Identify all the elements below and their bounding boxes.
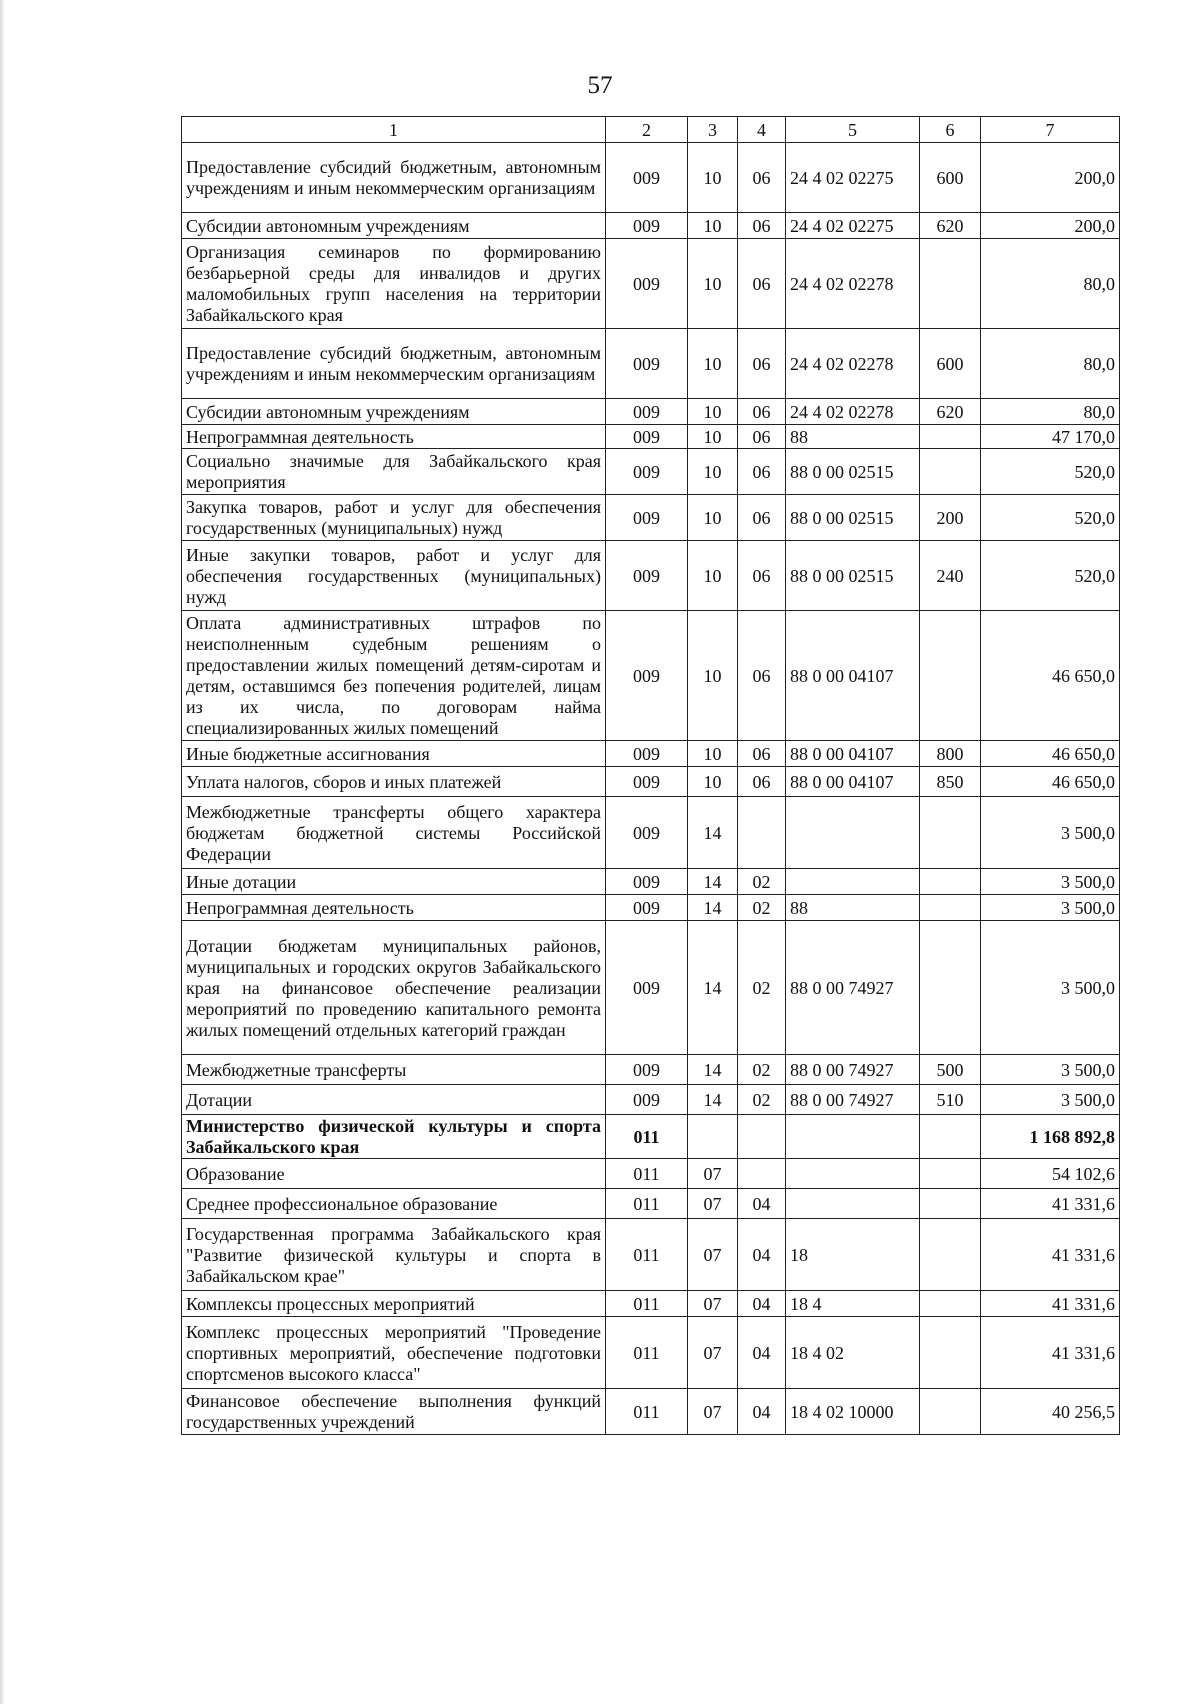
header-col-6: 6 [920,117,981,143]
row-ministry-code: 011 [606,1317,688,1389]
row-subsection [738,1115,786,1159]
row-amount: 3 500,0 [981,895,1120,921]
budget-table [181,116,1120,1435]
row-expense-type: 850 [920,767,981,797]
row-name: Предоставление субсидий бюджетным, автономным учреждениям и иным некоммерческим организациям [182,329,606,399]
row-ministry-code: 009 [606,425,688,449]
row-subsection: 06 [738,449,786,495]
row-target-code: 24 4 02 02275 [786,143,920,213]
row-section: 10 [688,143,738,213]
row-target-code: 88 [786,895,920,921]
table-row [182,797,1120,869]
row-name: Непрограммная деятельность [182,895,606,921]
row-subsection [738,797,786,869]
row-name: Субсидии автономным учреждениям [182,213,606,239]
row-section: 10 [688,741,738,767]
row-name: Комплексы процессных мероприятий [182,1291,606,1317]
row-amount: 41 331,6 [981,1189,1120,1219]
table-row [182,329,1120,399]
table-row [182,399,1120,425]
row-name: Образование [182,1159,606,1189]
row-subsection: 02 [738,895,786,921]
row-target-code [786,1189,920,1219]
row-subsection: 02 [738,869,786,895]
row-expense-type: 500 [920,1055,981,1085]
row-amount: 1 168 892,8 [981,1115,1120,1159]
row-section: 10 [688,767,738,797]
row-expense-type: 600 [920,143,981,213]
row-expense-type [920,611,981,741]
table-row [182,1115,1120,1159]
row-name: Межбюджетные трансферты общего характера бюджетам бюджетной системы Российской Федерации [182,797,606,869]
row-name: Дотации бюджетам муниципальных районов, муниципальных и городских округов Забайкальского края на финансовое обеспечение реализации мероприятий по проведению капитального ремонта жилых помещений отдельных категорий граждан [182,921,606,1055]
row-subsection: 04 [738,1389,786,1435]
row-subsection: 04 [738,1317,786,1389]
row-expense-type [920,921,981,1055]
table-row [182,213,1120,239]
header-col-2: 2 [606,117,688,143]
row-ministry-code: 011 [606,1219,688,1291]
header-col-5: 5 [786,117,920,143]
table-row [182,541,1120,611]
row-subsection: 06 [738,213,786,239]
row-target-code: 88 0 00 04107 [786,767,920,797]
row-name: Иные бюджетные ассигнования [182,741,606,767]
table-row [182,741,1120,767]
row-name: Иные закупки товаров, работ и услуг для обеспечения государственных (муниципальных) нужд [182,541,606,611]
row-expense-type [920,239,981,329]
row-ministry-code: 009 [606,797,688,869]
row-section: 10 [688,449,738,495]
row-target-code: 24 4 02 02278 [786,399,920,425]
row-target-code: 88 0 00 02515 [786,541,920,611]
row-name: Уплата налогов, сборов и иных платежей [182,767,606,797]
row-expense-type: 620 [920,213,981,239]
row-section: 07 [688,1189,738,1219]
row-section: 14 [688,921,738,1055]
row-name: Организация семинаров по формированию безбарьерной среды для инвалидов и других маломобильных групп населения на территории Забайкальского края [182,239,606,329]
table-row [182,1389,1120,1435]
row-ministry-code: 011 [606,1115,688,1159]
row-subsection: 06 [738,495,786,541]
table-body [182,143,1120,1435]
row-section [688,1115,738,1159]
row-target-code: 88 0 00 74927 [786,1055,920,1085]
row-name: Государственная программа Забайкальского края "Развитие физической культуры и спорта в Забайкальском крае" [182,1219,606,1291]
row-amount: 46 650,0 [981,741,1120,767]
row-section: 14 [688,895,738,921]
row-section: 07 [688,1219,738,1291]
table-row [182,767,1120,797]
row-subsection: 06 [738,329,786,399]
row-target-code: 24 4 02 02275 [786,213,920,239]
row-amount: 520,0 [981,449,1120,495]
row-target-code [786,797,920,869]
row-name: Субсидии автономным учреждениям [182,399,606,425]
row-subsection: 06 [738,741,786,767]
table-row [182,1219,1120,1291]
row-amount: 41 331,6 [981,1219,1120,1291]
row-name: Дотации [182,1085,606,1115]
row-expense-type: 240 [920,541,981,611]
page-number: 57 [587,72,613,99]
row-subsection: 04 [738,1219,786,1291]
row-ministry-code: 011 [606,1189,688,1219]
row-section: 10 [688,611,738,741]
row-target-code: 88 [786,425,920,449]
row-section: 07 [688,1317,738,1389]
row-target-code: 18 4 02 [786,1317,920,1389]
row-amount: 200,0 [981,213,1120,239]
row-ministry-code: 009 [606,449,688,495]
header-col-1: 1 [182,117,606,143]
row-section: 07 [688,1159,738,1189]
row-name: Межбюджетные трансферты [182,1055,606,1085]
row-ministry-code: 009 [606,329,688,399]
row-section: 07 [688,1291,738,1317]
row-ministry-code: 009 [606,541,688,611]
row-subsection [738,1159,786,1189]
row-target-code: 24 4 02 02278 [786,239,920,329]
row-amount: 40 256,5 [981,1389,1120,1435]
row-target-code [786,869,920,895]
row-section: 14 [688,797,738,869]
row-subsection: 02 [738,921,786,1055]
row-name: Закупка товаров, работ и услуг для обеспечения государственных (муниципальных) нужд [182,495,606,541]
row-expense-type [920,1159,981,1189]
row-section: 10 [688,495,738,541]
row-subsection: 06 [738,611,786,741]
row-subsection: 06 [738,399,786,425]
row-ministry-code: 009 [606,143,688,213]
row-amount: 80,0 [981,399,1120,425]
row-target-code: 24 4 02 02278 [786,329,920,399]
row-expense-type [920,1115,981,1159]
row-subsection: 02 [738,1055,786,1085]
row-section: 10 [688,425,738,449]
row-name: Иные дотации [182,869,606,895]
row-expense-type: 600 [920,329,981,399]
table-row [182,449,1120,495]
table-row [182,1189,1120,1219]
row-subsection: 06 [738,767,786,797]
row-ministry-code: 011 [606,1159,688,1189]
row-subsection: 06 [738,541,786,611]
row-ministry-code: 011 [606,1291,688,1317]
row-ministry-code: 009 [606,611,688,741]
row-section: 14 [688,869,738,895]
row-target-code: 18 4 02 10000 [786,1389,920,1435]
row-section: 10 [688,329,738,399]
row-amount: 46 650,0 [981,767,1120,797]
row-amount: 54 102,6 [981,1159,1120,1189]
row-ministry-code: 009 [606,1085,688,1115]
row-target-code: 88 0 00 02515 [786,449,920,495]
row-expense-type [920,869,981,895]
row-amount: 3 500,0 [981,869,1120,895]
row-ministry-code: 009 [606,741,688,767]
row-amount: 80,0 [981,239,1120,329]
row-expense-type [920,1317,981,1389]
row-name: Оплата административных штрафов по неисполненным судебным решениям о предоставлении жилых помещений детям-сиротам и детям, оставшимся без попечения родителей, лицам из их числа, по договорам найма специализированных жилых помещений [182,611,606,741]
row-amount: 200,0 [981,143,1120,213]
row-amount: 3 500,0 [981,797,1120,869]
row-subsection: 06 [738,143,786,213]
row-amount: 3 500,0 [981,921,1120,1055]
row-target-code: 88 0 00 02515 [786,495,920,541]
table-row [182,895,1120,921]
row-ministry-code: 009 [606,239,688,329]
row-expense-type [920,449,981,495]
row-section: 10 [688,541,738,611]
row-ministry-code: 009 [606,1055,688,1085]
table-row [182,1055,1120,1085]
row-ministry-code: 009 [606,921,688,1055]
row-target-code: 88 0 00 04107 [786,611,920,741]
row-name: Финансовое обеспечение выполнения функций государственных учреждений [182,1389,606,1435]
row-target-code: 18 [786,1219,920,1291]
row-subsection: 04 [738,1291,786,1317]
header-col-4: 4 [738,117,786,143]
row-amount: 520,0 [981,541,1120,611]
row-ministry-code: 009 [606,895,688,921]
row-target-code [786,1115,920,1159]
table-row [182,611,1120,741]
row-ministry-code: 009 [606,213,688,239]
row-expense-type: 200 [920,495,981,541]
table-row [182,239,1120,329]
row-expense-type: 800 [920,741,981,767]
header-col-3: 3 [688,117,738,143]
row-section: 10 [688,399,738,425]
row-subsection: 02 [738,1085,786,1115]
table-row [182,143,1120,213]
row-amount: 47 170,0 [981,425,1120,449]
row-amount: 41 331,6 [981,1291,1120,1317]
row-target-code: 88 0 00 74927 [786,921,920,1055]
row-ministry-code: 009 [606,495,688,541]
row-section: 14 [688,1055,738,1085]
table-row [182,495,1120,541]
row-name: Предоставление субсидий бюджетным, автономным учреждениям и иным некоммерческим организациям [182,143,606,213]
row-name: Среднее профессиональное образование [182,1189,606,1219]
row-amount: 3 500,0 [981,1055,1120,1085]
row-amount: 46 650,0 [981,611,1120,741]
row-ministry-code: 009 [606,399,688,425]
row-target-code: 88 0 00 04107 [786,741,920,767]
table-row [182,869,1120,895]
row-section: 10 [688,239,738,329]
row-amount: 3 500,0 [981,1085,1120,1115]
row-ministry-code: 011 [606,1389,688,1435]
table-row [182,1317,1120,1389]
row-target-code: 88 0 00 74927 [786,1085,920,1115]
row-subsection: 06 [738,425,786,449]
row-expense-type [920,425,981,449]
row-amount: 80,0 [981,329,1120,399]
row-section: 07 [688,1389,738,1435]
row-expense-type [920,1291,981,1317]
row-section: 10 [688,213,738,239]
table-row [182,921,1120,1055]
row-amount: 41 331,6 [981,1317,1120,1389]
row-expense-type [920,895,981,921]
row-amount: 520,0 [981,495,1120,541]
row-subsection: 06 [738,239,786,329]
row-expense-type: 510 [920,1085,981,1115]
row-expense-type [920,1189,981,1219]
row-name: Комплекс процессных мероприятий "Проведение спортивных мероприятий, обеспечение подготовки спортсменов высокого класса" [182,1317,606,1389]
row-name: Непрограммная деятельность [182,425,606,449]
table-row [182,425,1120,449]
row-subsection: 04 [738,1189,786,1219]
row-name: Министерство физической культуры и спорта Забайкальского края [182,1115,606,1159]
table-row [182,1159,1120,1189]
row-name: Социально значимые для Забайкальского края мероприятия [182,449,606,495]
header-row [182,117,1120,143]
row-expense-type [920,797,981,869]
row-expense-type: 620 [920,399,981,425]
row-ministry-code: 009 [606,869,688,895]
table-row [182,1291,1120,1317]
scan-edge [0,0,5,1704]
row-expense-type [920,1389,981,1435]
row-ministry-code: 009 [606,767,688,797]
row-section: 14 [688,1085,738,1115]
row-target-code [786,1159,920,1189]
row-expense-type [920,1219,981,1291]
header-col-7: 7 [981,117,1120,143]
row-target-code: 18 4 [786,1291,920,1317]
table-row [182,1085,1120,1115]
